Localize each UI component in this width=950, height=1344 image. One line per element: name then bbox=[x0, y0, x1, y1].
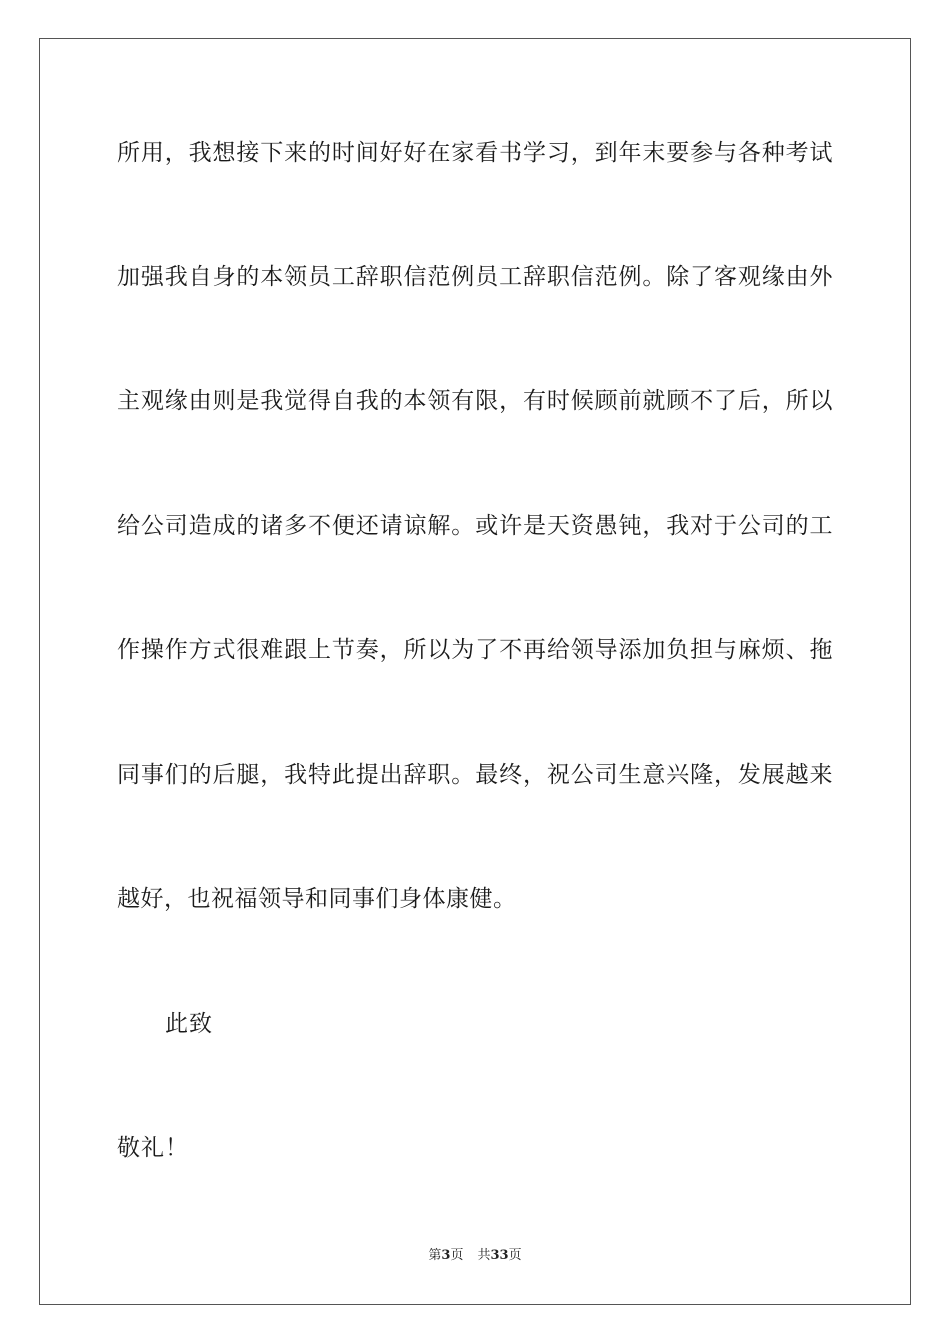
page-frame bbox=[39, 38, 911, 1305]
page-footer bbox=[0, 1247, 950, 1265]
body-line-7: 越好，也祝福领导和同事们身体康健。 bbox=[117, 886, 517, 912]
body-line-2: 加强我自身的本领员工辞职信范例员工辞职信范例。除了客观缘由外 bbox=[117, 264, 833, 290]
footer-page-number: 3 bbox=[441, 1248, 451, 1263]
footer-page-suffix: 页 bbox=[450, 1248, 464, 1263]
body-line-6: 同事们的后腿，我特此提出辞职。最终，祝公司生意兴隆，发展越来 bbox=[117, 762, 833, 788]
body-line-1: 所用，我想接下来的时间好好在家看书学习，到年末要参与各种考试 bbox=[117, 140, 833, 166]
footer-total-suffix: 页 bbox=[508, 1248, 522, 1263]
body-line-3: 主观缘由则是我觉得自我的本领有限，有时候顾前就顾不了后，所以 bbox=[117, 388, 833, 414]
closing-phrase: 此致 bbox=[165, 1011, 213, 1037]
footer-total-prefix: 共 bbox=[477, 1248, 491, 1263]
footer-total-pages: 33 bbox=[490, 1248, 509, 1263]
footer-page-prefix: 第 bbox=[428, 1248, 442, 1263]
salutation: 敬礼！ bbox=[117, 1135, 189, 1161]
body-line-4: 给公司造成的诸多不便还请谅解。或许是天资愚钝，我对于公司的工 bbox=[117, 513, 833, 539]
body-line-5: 作操作方式很难跟上节奏，所以为了不再给领导添加负担与麻烦、拖 bbox=[117, 637, 833, 663]
